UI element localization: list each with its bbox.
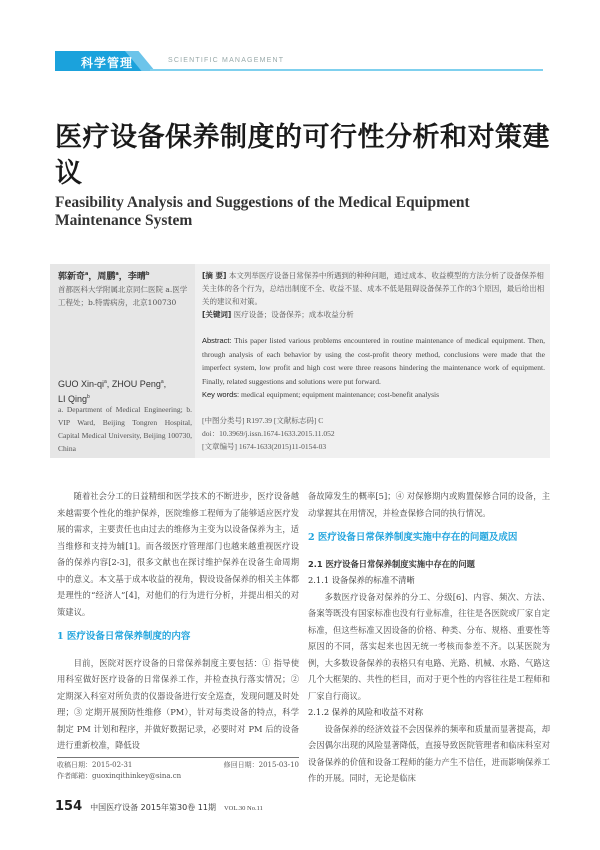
header-rule: [150, 69, 543, 71]
revised-date: 修回日期：2015-03-10: [223, 761, 299, 769]
section-2-heading: 2 医疗设备日常保养制度实施中存在的问题及成因: [308, 532, 518, 543]
footnote: [57, 757, 299, 782]
abstract-cn-block: [202, 269, 545, 321]
title-cn: 医疗设备保养制度的可行性分析和对策建议: [55, 122, 550, 189]
keywords-cn: [关键词] 医疗设备；设备保养；成本收益分析: [202, 310, 354, 319]
intro-paragraph: 随着社会分工的日益精细和医学技术的不断进步，医疗设备越来越需要个性化的维护保养，医院维修工程师为了能够适应医疗发展的需求，主要责任也由过去的维修为主变为以设备保养为主，适当维修和支持为辅[1]。而各级医疗管理部门也越来越重视医疗设备的保养内容[2-3]，很多文献也在探讨维护保养在设备生命周期中的意义。本文基于成本收益的视角，假设设备保养的相关主体都是理性的“经济人”[4]，对他们的行为进行分析，并提出相关的对策建议。: [57, 491, 299, 617]
clc-code: [中图分类号] R197.39 [文献标志码] C: [202, 416, 324, 425]
authors-cn: 郭新奇$^a$，周鹏$^a$，李晴$^b$: [58, 271, 150, 282]
doi[interactable]: doi：10.3969/j.issn.1674-1633.2015.11.052: [202, 429, 335, 438]
section-header: [55, 51, 543, 71]
page-number: 154: [55, 799, 83, 814]
journal-name: 中国医疗设备 2015年第30卷 11期: [90, 803, 216, 812]
section-2-1-2-heading: 2.1.2 保养的风险和收益不对称: [308, 707, 424, 717]
article-number: [文章编号] 1674-1633(2015)11-0154-03: [202, 442, 327, 451]
section-1-heading: 1 医疗设备日常保养制度的内容: [57, 631, 191, 642]
section-2-1-2-paragraph: 设备保养的经济效益不会因保养的频率和质量而显著提高，却会因偶尔出现的风险显著降低，直接导致医院管理者和临床科室对设备保养的价值和设备工程师的能力产生不信任，进而影响保养工作的开展。同时，无论是临床: [308, 723, 550, 783]
author-panel: [50, 264, 195, 458]
title-en: Feasibility Analysis and Suggestions of the Medical Equipment Maintenance System: [55, 194, 470, 229]
affiliation-cn: 首都医科大学附属北京同仁医院 a.医学工程处；b.特需病房，北京100730: [58, 285, 188, 307]
section-2-1-heading: 2.1 医疗设备日常保养制度实施中存在的问题: [308, 558, 475, 569]
volume-info: VOL.30 No.11: [223, 805, 263, 812]
section-label-en: SCIENTIFIC MANAGEMENT: [168, 57, 285, 64]
page-footer: [55, 799, 263, 814]
section-label-cn: 科学管理: [81, 56, 134, 70]
abstract-en: Abstract: This paper listed various problems encountered in routine maintenance of medical equipment. Then, through analysis of each behavior by using the cost-profit theory method, conclusions were made that the imperfect system, low profit and high cost were three reasons hindering the maintenance work of equipment. Finally, related suggestions and solutions were put forward.: [202, 336, 545, 386]
keywords-en: Key words: medical equipment; equipment maintenance; cost-benefit analysis: [202, 390, 440, 399]
section-2-1-1-paragraph: 多数医疗设备对保养的分工、分级[6]、内容、频次、方法、备案等既没有国家标准也没有行业标准，往往是各医院或厂家自定标准，但这些标准又因设备的价格、种类、分布、规格、重要性等原因的不同，落实起来也因无统一考核而参差不齐。以某医院为例，大多数设备保养的表格只有电路、光路、机械、水路、气路这几个大框架的、共性的栏目，而对于更个性的内容往往是工程师和厂家自行商议。: [308, 591, 550, 701]
author-email[interactable]: 作者邮箱：guoxinqithinkey@sina.cn: [57, 772, 182, 780]
section-1-paragraph: 目前，医院对医疗设备的日常保养制度主要包括：① 指导使用科室做好医疗设备的日常保养工作，并检查执行落实情况；② 定期深入科室对所负责的仪器设备进行安全巡查，发现问题及时处理；③ 定期开展预防性维修（PM），针对每类设备的特点，科学制定 PM 计划和程序，并做好数据记录，必要时对 PM 后的设备进行重新校准，降低设: [57, 657, 299, 750]
abstract-cn: [摘 要] 本文列举医疗设备日常保养中所遇到的种种问题，通过成本、收益模型的方法分析了设备保养相关主体的各个行为，总结出制度不全、收益不显、成本不低是阻碍设备保养工作的3个原因，最后给出相关的建议和对策。: [202, 271, 545, 306]
received-date: 收稿日期：2015-02-31: [57, 761, 133, 769]
section-1-paragraph-cont: 备故障发生的概率[5]；④ 对保修期内或购置保修合同的设备，主动掌握其在用情况，并检查保修合同的执行情况。: [308, 491, 550, 518]
body-column-left: [57, 488, 299, 754]
body-column-right: [308, 488, 550, 787]
authors-en: GUO Xin-$qi^a$, ZHOU Peng$^a$, LI Qing$^b$: [58, 379, 167, 404]
article-info-box: [50, 264, 550, 458]
affiliation-en: a. Department of Medical Engineering; b. VIP Ward, Beijing Tongren Hospital, Capital Medical University, Beijing 100730, China: [58, 405, 192, 453]
abstract-en-block: [202, 334, 545, 402]
section-2-1-1-heading: 2.1.1 设备保养的标准不清晰: [308, 575, 415, 585]
article-metadata: [202, 414, 545, 453]
